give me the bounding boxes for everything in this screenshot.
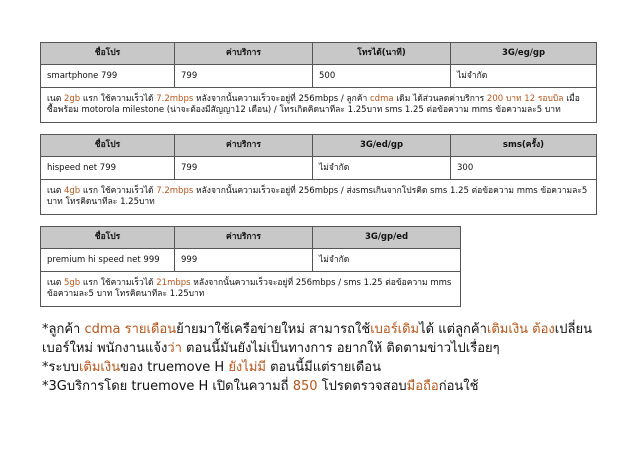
highlighted-text: เติมเงิน (78, 360, 121, 375)
text-segment: แรก ใช้ความเร็วได้ (80, 94, 157, 104)
text-segment: หลังจากนั้นความเร็วจะอยู่ที่ 256mbps / ส่งsmsเกินจากโปรคิด sms 1.25 ต่อข้อความ mms ข้อความละ5 บาท โทรคิดนาทีละ 1.25บาท (47, 186, 588, 207)
highlighted-text: เบอร์เดิม (370, 322, 420, 337)
text-segment: *ระบบ (42, 360, 79, 375)
text-segment: หลังจากนั้นความเร็วจะอยู่ที่ 256mbps / sms 1.25 ต่อข้อความ mms ข้อความละ5 บาท โทรคิดนาทีละ 1.25บาท (47, 278, 452, 299)
footer-note-line (42, 320, 622, 339)
text-segment: ของ truemove H (120, 360, 229, 375)
highlighted-text: ยังไม่มี (228, 360, 266, 375)
cell-minutes: 500 (313, 65, 451, 88)
cell-name: hispeed net 799 (41, 157, 175, 180)
footer-note-line (42, 339, 622, 358)
cell-sms: 300 (451, 157, 597, 180)
text-segment: เนต (47, 94, 64, 104)
table-header-row (41, 135, 597, 157)
text-segment: แรก ใช้ความเร็วได้ (80, 186, 157, 196)
footer-note-line (42, 358, 622, 377)
highlighted-text: 7.2mbps (156, 94, 194, 104)
highlighted-text: 7.2mbps (156, 186, 194, 196)
highlighted-text: มือถือ (406, 379, 439, 394)
text-segment: เบอร์ใหม่ พนักงานแจ้ง (42, 341, 168, 356)
promo-table-hispeed-net-799 (40, 134, 597, 215)
text-segment: เมื่อซื้อพร้อม motorola milestone (น่าจะต้องมีสัญญา12 เดือน) / โทรเกิดคิดนาทีละ 1.25บาท sms 1.25 ต่อข้อความ mms ข้อความละ5 บาท (47, 94, 580, 115)
text-segment: ก่อนใช้ (438, 379, 479, 394)
highlighted-text: 200 บาท 12 รอบบิล (486, 94, 564, 104)
highlighted-text: ว่า (167, 341, 182, 356)
highlighted-text: 5gb (63, 278, 81, 288)
table-row (41, 157, 597, 180)
footer-note-line (42, 377, 622, 396)
text-segment: *ลูกค้า (42, 322, 85, 337)
text-segment: แรก ใช้ความเร็วได้ (80, 278, 157, 288)
cell-3g: ไม่จำกัด (313, 157, 451, 180)
col-header-3g: 3G/gp/ed (313, 227, 461, 249)
col-header-3g: 3G/eg/gp (451, 43, 597, 65)
cell-price: 799 (175, 65, 313, 88)
promo-note (41, 272, 461, 307)
cell-3g: ไม่จำกัด (313, 249, 461, 272)
col-header-name: ชื่อโปร (41, 227, 175, 249)
col-header-minutes: โทรได้(นาที) (313, 43, 451, 65)
highlighted-text: 21mbps (156, 278, 191, 288)
cell-name: premium hi speed net 999 (41, 249, 175, 272)
highlighted-text: cdma (370, 94, 394, 104)
promo-note (41, 180, 597, 215)
table-note-row (41, 272, 461, 307)
col-header-price: ค่าบริการ (175, 227, 313, 249)
col-header-name: ชื่อโปร (41, 135, 175, 157)
table-note-row (41, 88, 597, 123)
col-header-price: ค่าบริการ (175, 43, 313, 65)
highlighted-text: 4gb (63, 186, 81, 196)
promo-table-smartphone-799 (40, 42, 597, 123)
text-segment: โปรดตรวจสอบ (317, 379, 407, 394)
col-header-name: ชื่อโปร (41, 43, 175, 65)
table-header-row (41, 43, 597, 65)
text-segment: เนต (47, 278, 64, 288)
text-segment: *3Gบริการโดย truemove H เปิดในความถี่ (42, 379, 293, 394)
promo-table-premium-hi-speed-999 (40, 226, 461, 307)
highlighted-text: เติมเงิน ต้อง (486, 322, 555, 337)
col-header-price: ค่าบริการ (175, 135, 313, 157)
cell-price: 999 (175, 249, 313, 272)
table-header-row (41, 227, 461, 249)
text-segment: ได้ แต่ลูกค้า (419, 322, 487, 337)
text-segment: เดิม ได้ส่วนลดค่าบริการ (393, 94, 487, 104)
highlighted-text: 850 (292, 379, 318, 394)
text-segment: เนต (47, 186, 64, 196)
text-segment: ตอนนี้มันยังไม่เป็นทางการ อยากให้ ติดตามข่าวไปเรื่อยๆ (181, 341, 500, 356)
highlighted-text: 2gb (63, 94, 81, 104)
cell-3g: ไม่จำกัด (451, 65, 597, 88)
cell-price: 799 (175, 157, 313, 180)
table-row (41, 249, 461, 272)
footer-notes (42, 320, 622, 396)
text-segment: ย้ายมาใช้เครือข่ายใหม่ สามารถใช้ (176, 322, 371, 337)
col-header-sms: sms(ครั้ง) (451, 135, 597, 157)
cell-name: smartphone 799 (41, 65, 175, 88)
table-row (41, 65, 597, 88)
table-note-row (41, 180, 597, 215)
text-segment: ตอนนี้มีแต่รายเดือน (265, 360, 381, 375)
text-segment: เปลี่ยน (554, 322, 592, 337)
promo-note (41, 88, 597, 123)
highlighted-text: cdma รายเดือน (84, 322, 177, 337)
col-header-3g: 3G/ed/gp (313, 135, 451, 157)
text-segment: หลังจากนั้นความเร็วจะอยู่ที่ 256mbps / ลูกค้า (193, 94, 370, 104)
